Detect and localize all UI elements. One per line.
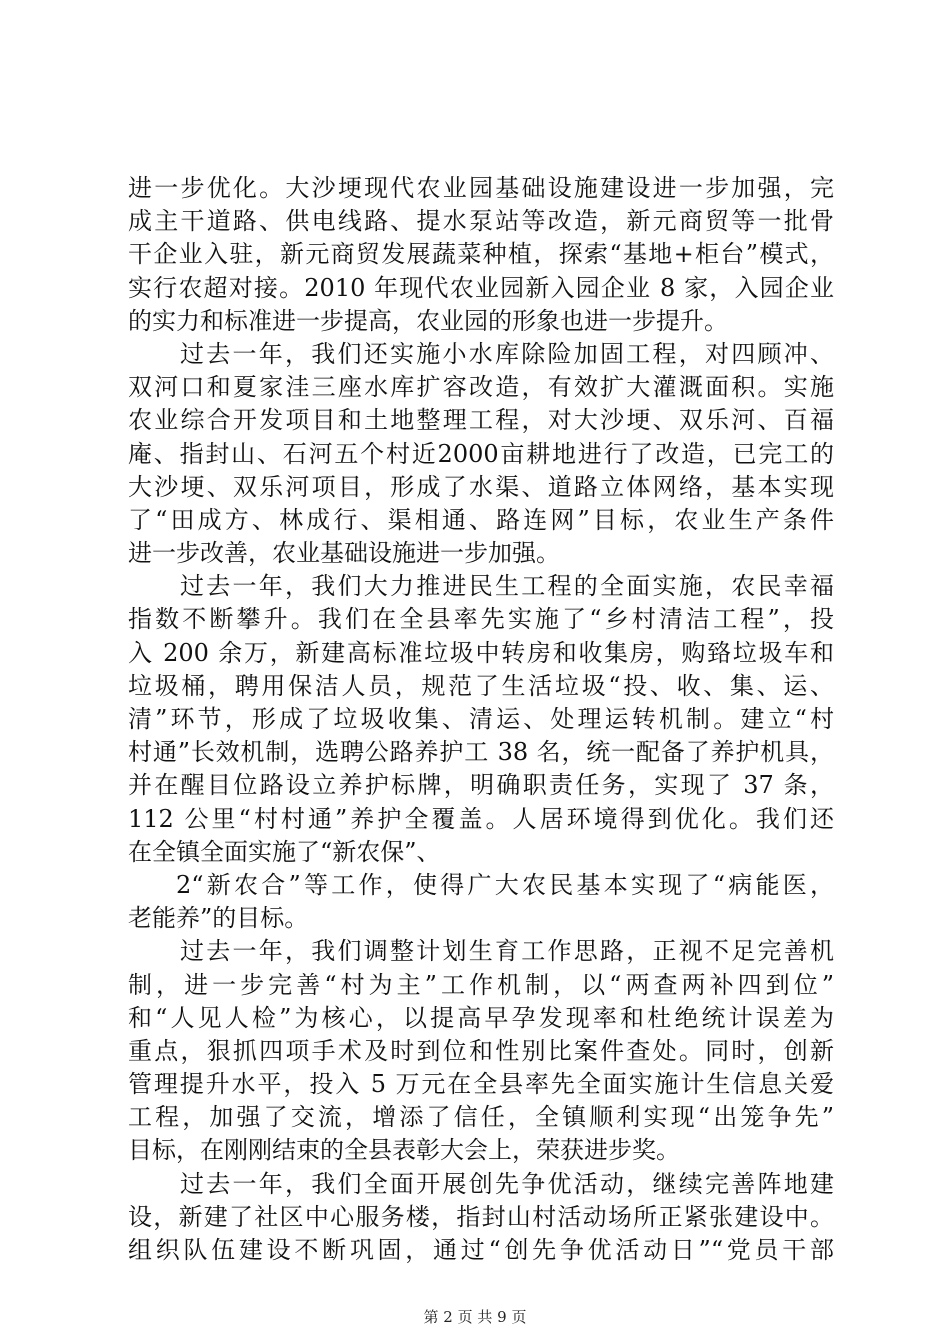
text-line: 清”环节，形成了垃圾收集、清运、处理运转机制。建立“村	[128, 705, 834, 733]
text-line: 并在醒目位路设立养护标牌，明确职责任务，实现了 37 条，	[128, 771, 834, 800]
document-body	[128, 172, 834, 1267]
text-line: 重点，狠抓四项手术及时到位和性别比案件查处。同时，创新	[128, 1036, 834, 1065]
text-line: 目标，在刚刚结束的全县表彰大会上，荣获进步奖。	[128, 1136, 680, 1165]
text-line: 112 公里“村村通”养护全覆盖。人居环境得到优化。我们还	[128, 804, 834, 833]
paragraph-first-line: 过去一年，我们还实施小水库除险加固工程，对四顾冲、	[180, 339, 834, 368]
text-line: 老能养”的目标。	[128, 904, 309, 933]
text-line: 工程，加强了交流，增添了信任，全镇顺利实现“出笼争先”	[128, 1103, 834, 1132]
text-line: 组织队伍建设不断巩固，通过“创先争优活动日”“党员干部	[128, 1236, 834, 1264]
text-line: 农业综合开发项目和土地整理工程，对大沙埂、双乐河、百福	[128, 406, 834, 435]
text-line: 的实力和标准进一步提高，农业园的形象也进一步提升。	[128, 306, 728, 335]
paragraph-first-line: 过去一年，我们大力推进民生工程的全面实施，农民幸福	[180, 572, 834, 601]
text-line: 大沙埂、双乐河项目，形成了水渠、道路立体网络，基本实现	[128, 472, 834, 501]
text-line: 实行农超对接。2010 年现代农业园新入园企业 8 家，入园企业	[128, 273, 834, 302]
text-line: 干企业入驻，新元商贸发展蔬菜种植，探索“基地+柜台”模式，	[128, 240, 834, 269]
paragraph-first-line: 过去一年，我们全面开展创先争优活动，继续完善阵地建	[180, 1169, 834, 1198]
text-line: 垃圾桶，聘用保洁人员，规范了生活垃圾“投、收、集、运、	[128, 671, 834, 700]
text-line: 成主干道路、供电线路、提水泵站等改造，新元商贸等一批骨	[128, 207, 834, 236]
paragraph-first-line: 过去一年，我们调整计划生育工作思路，正视不足完善机	[180, 937, 834, 966]
paragraph-first-line: 2“新农合”等工作，使得广大农民基本实现了“病能医，	[176, 870, 834, 899]
text-line: 在全镇全面实施了“新农保”、	[128, 837, 441, 866]
page-footer: 第 2 页 共 9 页	[423, 1308, 527, 1326]
text-line: 了“田成方、林成行、渠相通、路连网”目标，农业生产条件	[128, 505, 834, 534]
text-line: 和“人见人检”为核心，以提高早孕发现率和杜绝统计误差为	[128, 1003, 834, 1032]
text-line: 庵、指封山、石河五个村近2000亩耕地进行了改造，已完工的	[128, 439, 834, 468]
text-line: 管理提升水平，投入 5 万元在全县率先全面实施计生信息关爱	[128, 1070, 834, 1099]
text-line: 设，新建了社区中心服务楼，指封山村活动场所正紧张建设中。	[128, 1202, 834, 1231]
text-line: 村通”长效机制，选聘公路养护工 38 名，统一配备了养护机具，	[128, 738, 834, 767]
text-line: 进一步改善，农业基础设施进一步加强。	[128, 539, 560, 568]
text-line: 制，进一步完善“村为主”工作机制，以“两查两补四到位”	[128, 970, 834, 999]
text-line: 入 200 余万，新建高标准垃圾中转房和收集房，购臵垃圾车和	[128, 638, 834, 667]
text-line: 进一步优化。大沙埂现代农业园基础设施建设进一步加强，完	[128, 174, 834, 202]
text-line: 双河口和夏家洼三座水库扩容改造，有效扩大灌溉面积。实施	[128, 373, 834, 402]
text-line: 指数不断攀升。我们在全县率先实施了“乡村清洁工程”，投	[128, 605, 834, 634]
